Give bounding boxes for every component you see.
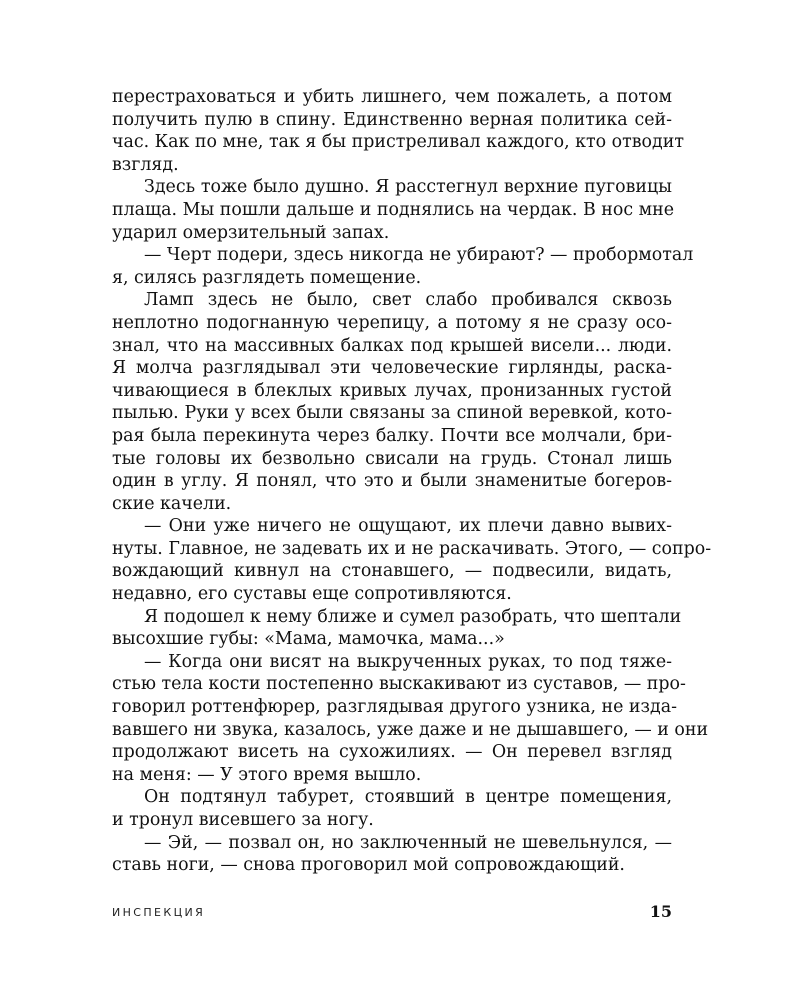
- text-line: плаща. Мы пошли дальше и поднялись на чердак. В нос мне: [112, 199, 675, 220]
- text-line: говорил роттенфюрер, разглядывая другого узника, не изда-: [112, 697, 677, 718]
- text-line: получить пулю в спину. Единственно верная политика сей-: [112, 109, 672, 130]
- text-line: недавно, его суставы еще сопротивляются.: [112, 584, 512, 605]
- text-line: высохшие губы: «Мама, мамочка, мама...»: [112, 629, 505, 650]
- text-line: пылью. Руки у всех были связаны за спиной веревкой, кото-: [112, 403, 672, 424]
- text-line: Здесь тоже было душно. Я расстегнул верхние пуговицы: [144, 177, 672, 198]
- text-line: час. Как по мне, так я бы пристреливал каждого, кто отводит: [112, 132, 684, 153]
- text-line: ударил омерзительный запах.: [112, 222, 390, 243]
- page-number: 15: [649, 902, 672, 921]
- page-footer: [112, 902, 672, 926]
- text-line: рая была перекинута через балку. Почти все молчали, бри-: [112, 425, 672, 446]
- text-line: вавшего ни звука, казалось, уже даже и не дышавшего, — и они: [112, 719, 709, 740]
- text-line: вождающий кивнул на стонавшего, — подвесили, видать,: [112, 561, 672, 582]
- text-line: ские качели.: [112, 493, 232, 514]
- text-line: — Они уже ничего не ощущают, их плечи давно вывих-: [144, 516, 672, 537]
- text-line: нуты. Главное, не задевать их и не раскачивать. Этого, — сопро-: [112, 538, 712, 559]
- text-line: Он подтянул табурет, стоявший в центре помещения,: [144, 787, 672, 808]
- text-line: перестраховаться и убить лишнего, чем пожалеть, а потом: [112, 87, 672, 107]
- text-line: ставь ноги, — снова проговорил мой сопровождающий.: [112, 855, 625, 876]
- text-line: — Эй, — позвал он, но заключенный не шевельнулся, —: [144, 832, 672, 853]
- text-line: Я подошел к нему ближе и сумел разобрать, что шептали: [144, 606, 682, 627]
- text-line: на меня: — У этого время вышло.: [112, 764, 422, 785]
- text-line: знал, что на массивных балках под крышей висели... люди.: [112, 335, 672, 356]
- text-line: взгляд.: [112, 154, 179, 175]
- body-text: [112, 86, 712, 877]
- text-line: неплотно подогнанную черепицу, а потому я не сразу осо-: [112, 312, 672, 333]
- text-line: Ламп здесь не было, свет слабо пробивался сквозь: [144, 290, 672, 311]
- text-line: стью тела кости постепенно выскакивают из суставов, — про-: [112, 674, 686, 695]
- text-line: тые головы их безвольно свисали на грудь. Стонал лишь: [112, 448, 672, 469]
- text-line: — Черт подери, здесь никогда не убирают? — пробормотал: [144, 245, 694, 266]
- text-line: и тронул висевшего за ногу.: [112, 810, 374, 830]
- text-line: — Когда они висят на выкрученных руках, то под тяже-: [144, 651, 672, 672]
- text-line: Я молча разглядывал эти человеческие гирлянды, раска-: [112, 358, 672, 379]
- text-line: один в углу. Я понял, что это и были знаменитые богеров-: [112, 471, 672, 492]
- text-line: чивающиеся в блеклых кривых лучах, пронизанных густой: [112, 380, 672, 401]
- text-line: я, силясь разглядеть помещение.: [112, 267, 422, 288]
- running-head: ИНСПЕКЦИЯ: [112, 906, 206, 919]
- text-line: продолжают висеть на сухожилиях. — Он перевел взгляд: [112, 742, 672, 763]
